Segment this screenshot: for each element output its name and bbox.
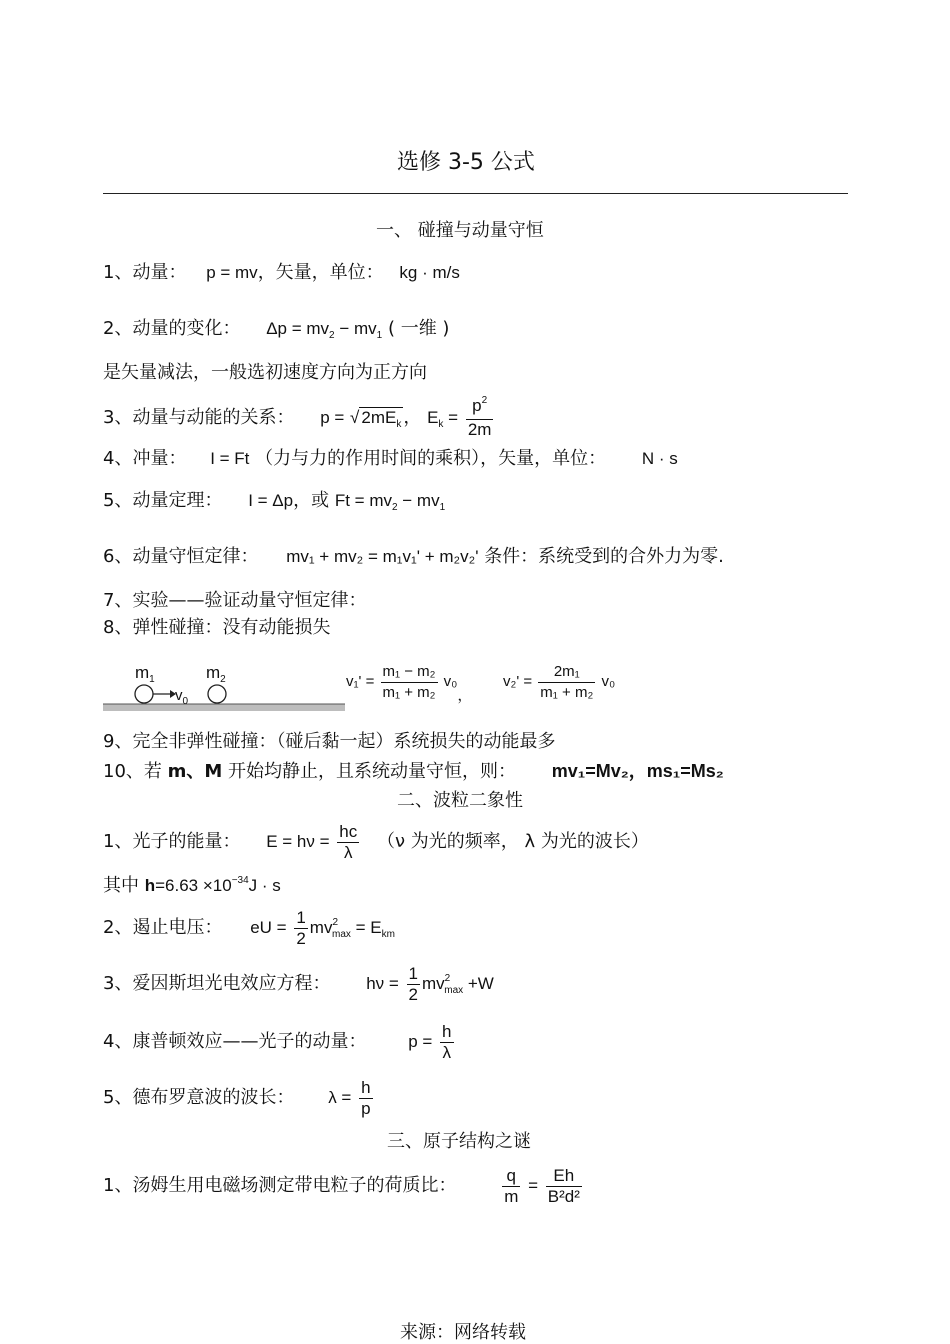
line-label: 5、动量定理： <box>103 490 223 511</box>
fraction: $\frac{Eh}{\text{B²d²}}$ <box>547 1165 580 1206</box>
formula-line-de-broglie: 5、德布罗意波的波长： λ = $\frac{h}{p}$ <box>103 1077 371 1118</box>
text-line-inelastic: 9、完全非弹性碰撞：（碰后黏一起）系统损失的动能最多 <box>103 731 556 752</box>
formula-line-impulse: 4、冲量： I = Ft （力与力的作用时间的乘积），矢量，单位： N · s <box>103 448 678 469</box>
line-label: 5、德布罗意波的波长： <box>103 1087 295 1108</box>
section-heading-3: 三、原子结构之谜 <box>387 1131 531 1152</box>
formula-part: Δp = mv <box>266 319 330 338</box>
line-label: 3、动量与动能的关系： <box>103 407 295 428</box>
section-heading-1: 一、 碰撞与动量守恒 <box>376 220 544 241</box>
mass-label-1: $m_1$ <box>135 663 155 685</box>
line-label: 1、汤姆生用电磁场测定带电粒子的荷质比： <box>103 1175 457 1196</box>
fraction: $\frac{q}{m}$ <box>504 1165 519 1206</box>
page-footer: 来源：网络转载 <box>400 1322 526 1343</box>
formula-line-rest: 10、若 m、M 开始均静止，且系统动量守恒，则： mv₁=Mv₂，ms₁=Ms₂ <box>103 761 724 782</box>
line-text: ，矢量，单位： <box>257 262 384 283</box>
fraction: $\frac{\text{m₁ − m₂}}{\text{m₁ + m₂}}$ <box>382 662 436 701</box>
mass-label-2: $m_2$ <box>206 663 226 685</box>
line-label: 1、光子的能量： <box>103 831 241 852</box>
text-line-vector-subtraction: 是矢量减法，一般选初速度方向为正方向 <box>103 362 427 383</box>
fraction: $\frac{1}{2}$ <box>408 963 418 1004</box>
elastic-v1-formula: v₁' = $\frac{\text{m₁ − m₂}}{\text{m₁ + m₂}}$ v₀， <box>346 662 473 704</box>
unit-text: kg · m/s <box>399 263 460 282</box>
line-label: 3、爱因斯坦光电效应方程： <box>103 973 331 994</box>
line-note: ( 一维 ) <box>387 318 450 339</box>
formula-line-photoelectric: 3、爱因斯坦光电效应方程： hν = $\frac{1}{2}$ $mv^2_{max} +W$ <box>103 963 494 1004</box>
fraction: $\frac{h}{p}$ <box>361 1077 371 1118</box>
text-line-experiment: 7、实验——验证动量守恒定律： <box>103 590 367 611</box>
formula-line-momentum <box>103 262 460 284</box>
fraction: $\frac{1}{2}$ <box>296 907 306 948</box>
collision-diagram <box>103 660 348 715</box>
line-label: 6、动量守恒定律： <box>103 546 259 567</box>
formula-line-photon-energy: 1、光子的能量： E = hν = $\frac{hc}{\lambda}$ （ν 为光的频率， λ 为光的波长） <box>103 821 649 862</box>
text-line-planck: 其中 $h=6.63 \times 10^{-34}J \cdot s$ <box>103 875 281 896</box>
formula-line-compton: 4、康普顿效应——光子的动量： p = $\frac{h}{\lambda}$ <box>103 1021 452 1062</box>
section-heading-2: 二、波粒二象性 <box>397 790 523 811</box>
line-label: 4、康普顿效应——光子的动量： <box>103 1031 367 1052</box>
fraction: $\frac{\text{2m₁}}{\text{m₁ + m₂}}$ <box>540 662 594 701</box>
line-label: 2、遏止电压： <box>103 917 223 938</box>
fraction: $\frac{p^2}{2m}$ <box>467 395 492 439</box>
formula-line-impulse-theorem: 5、动量定理： I = Δp，或 $Ft = mv_2 - mv_1$ <box>103 490 446 513</box>
line-label: 2、动量的变化： <box>103 318 241 339</box>
formula-line-charge-mass: 1、汤姆生用电磁场测定带电粒子的荷质比： $\frac{q}{m}$ = $\frac{Eh}{\text{B²d²}}$ <box>103 1165 580 1206</box>
title-rule <box>103 193 848 194</box>
fraction: $\frac{h}{\lambda}$ <box>442 1021 452 1062</box>
formula-line-stopping-voltage: 2、遏止电压： eU = $\frac{1}{2}$ $mv^2_{max} = E_{km}$ <box>103 907 395 948</box>
formula-line-momentum-kinetic: 3、动量与动能的关系： p = √ $2mE_k$ ， $E_k$ = $\frac{p^2}{2m}$ <box>103 395 492 439</box>
formula-line-conservation: 6、动量守恒定律： mv₁ + mv₂ = m₁v₁' + m₂v₂' 条件：系统受到的合外力为零. <box>103 546 724 567</box>
collision-sketch <box>103 660 348 715</box>
line-label: 4、冲量： <box>103 448 187 469</box>
momentum-formula: p = mv <box>206 263 258 282</box>
page-title: 选修 3-5 公式 <box>397 150 535 175</box>
velocity-label-v0: $v_0$ <box>175 687 189 707</box>
fraction: $\frac{hc}{\lambda}$ <box>339 821 358 862</box>
text-line-elastic: 8、弹性碰撞：没有动能损失 <box>103 617 331 638</box>
line-label: 1、动量： <box>103 262 187 283</box>
elastic-v2-formula: v₂' = $\frac{\text{2m₁}}{\text{m₁ + m₂}}$ v₀ <box>503 662 616 701</box>
formula-line-momentum-change: 2、动量的变化： $\Delta p = mv_2 - mv_1$ ( 一维 ) <box>103 318 450 341</box>
